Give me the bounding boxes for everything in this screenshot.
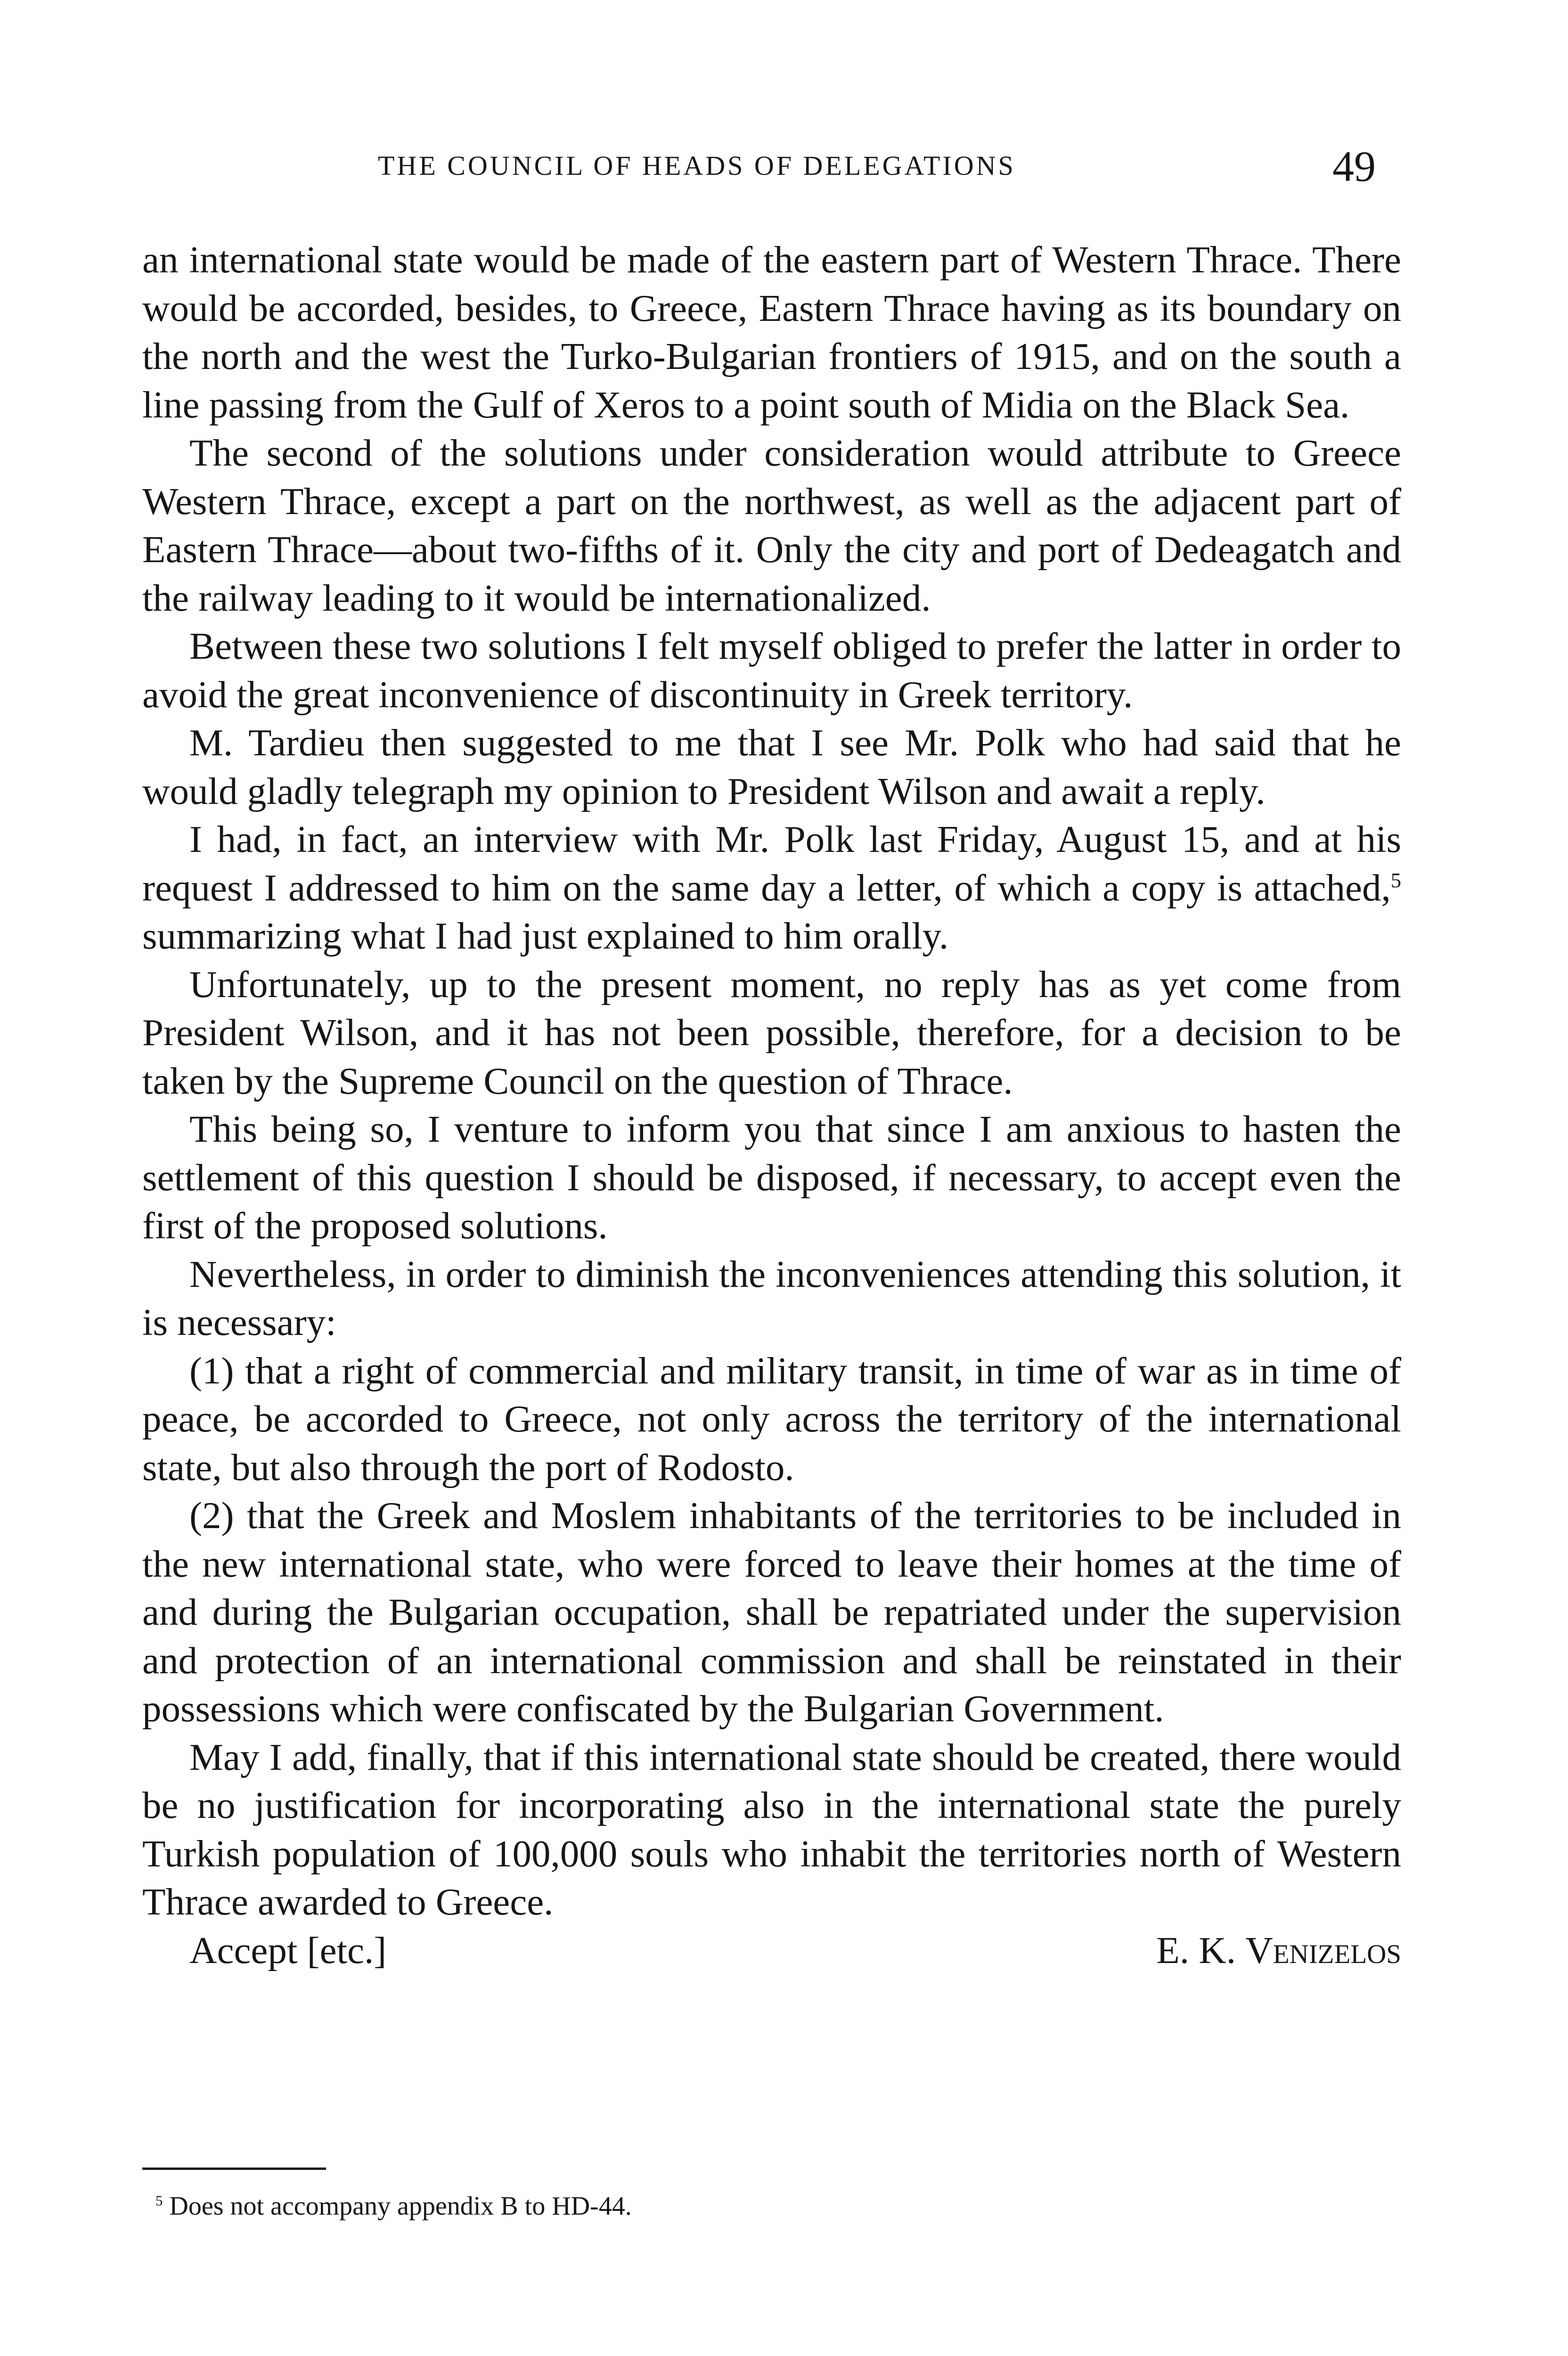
paragraph-list-item: (2) that the Greek and Moslem inhabitants of the territories to be included in the new international state, who were forced to leave their homes at the time of and during the Bulgarian occupation, shall be repatriated under the supervision and protection of an international commission and shall be reinstated in their possessions which were confiscated by the Bulgarian Government. xyxy=(142,1494,1401,1730)
footnote-marker: 5 xyxy=(155,2192,163,2209)
footnote xyxy=(155,2191,632,2221)
footnote-reference: 5 xyxy=(1390,868,1401,892)
closing-accept: Accept [etc.] xyxy=(189,1929,387,1972)
signature xyxy=(1156,1926,1401,1975)
paragraph: May I add, finally, that if this international state should be created, there would be no justification for incorporating also in the international state the purely Turkish population of 100,000 souls who inhabit the territories north of Western Thrace awarded to Greece. xyxy=(142,1735,1401,1923)
paragraph: Between these two solutions I felt myself obliged to prefer the latter in order to avoid the great inconvenience of discontinuity in Greek territory. xyxy=(142,625,1401,716)
paragraph: Unfortunately, up to the present moment, no reply has as yet come from President Wilson, and it has not been possible, therefore, for a decision to be taken by the Supreme Council on the question of Thrace. xyxy=(142,963,1401,1102)
footnote-divider xyxy=(142,2168,326,2170)
paragraph-continued: an international state would be made of the eastern part of Western Thrace. There would be accorded, besides, to Greece, Eastern Thrace having as its boundary on the north and the west the Turko-Bulgarian frontiers of 1915, and on the south a line passing from the Gulf of Xeros to a point south of Midia on the Black Sea. xyxy=(142,238,1401,426)
paragraph: This being so, I venture to inform you that since I am anxious to hasten the settlement of this question I should be disposed, if necessary, to accept even the first of the proposed solutions. xyxy=(142,1108,1401,1247)
paragraph: The second of the solutions under consideration would attribute to Greece Western Thrace, except a part on the northwest, as well as the adjacent part of Eastern Thrace—about two-fifths of it. Only the city and port of Dedeagatch and the railway leading to it would be internationalized. xyxy=(142,432,1401,619)
closing-line xyxy=(142,1926,1401,1974)
paragraph-text-part: summarizing what I had just explained to him orally. xyxy=(142,915,949,957)
paragraph-list-item: (1) that a right of commercial and military transit, in time of war as in time of peace, be accorded to Greece, not only across the territory of the international state, but also through the port of Rodosto. xyxy=(142,1349,1401,1489)
body-text xyxy=(142,236,1401,1974)
signature-name: Venizelos xyxy=(1245,1929,1401,1972)
signature-initials: E. K. xyxy=(1156,1929,1236,1972)
footnote-text: Does not accompany appendix B to HD-44. xyxy=(169,2192,632,2221)
paragraph: M. Tardieu then suggested to me that I see Mr. Polk who had said that he would gladly telegraph my opinion to President Wilson and await a reply. xyxy=(142,721,1401,812)
paragraph-with-footnote-ref xyxy=(142,815,1401,960)
running-head: THE COUNCIL OF HEADS OF DELEGATIONS xyxy=(378,150,1016,181)
paragraph: Nevertheless, in order to diminish the inconveniences attending this solution, it is necessary: xyxy=(142,1252,1401,1343)
page-number: 49 xyxy=(1332,142,1376,190)
paragraph-text-part: I had, in fact, an interview with Mr. Polk last Friday, August 15, and at his request I addressed to him on the same day a letter, of which a copy is attached, xyxy=(142,818,1401,909)
